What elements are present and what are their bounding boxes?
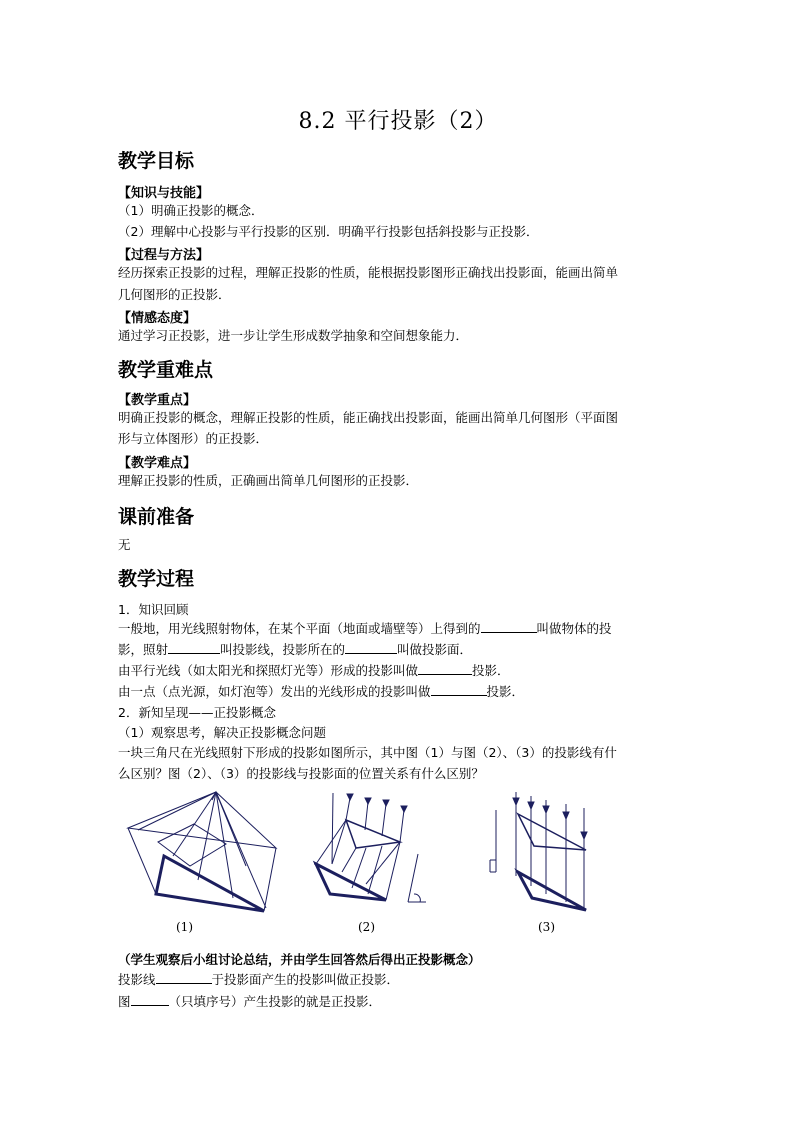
text-f1: 明确正投影的概念，理解正投影的性质，能正确找出投影面，能画出简单几何图形（平面图 xyxy=(118,410,619,425)
text-note: （学生观察后小组讨论总结，并由学生回答然后得出正投影概念） xyxy=(118,952,481,967)
l4-part-a: 由一点（点光源，如灯泡等）发出的光线形成的投影叫做 xyxy=(118,684,431,699)
text-s1: 1．知识回顾 xyxy=(118,602,189,617)
caption-3: (3) xyxy=(538,920,555,934)
l2-part-c: 叫做投影面． xyxy=(397,642,473,657)
text-l4 xyxy=(118,681,524,702)
l3-part-b: 投影． xyxy=(472,663,510,678)
blank-perpendicular[interactable] xyxy=(156,970,212,984)
text-d1: 理解正投影的性质，正确画出简单几何图形的正投影． xyxy=(118,473,419,488)
text-prep: 无 xyxy=(118,537,131,552)
l1-part-b: 叫做物体的投 xyxy=(536,621,612,636)
text-k1: （1）明确正投影的概念． xyxy=(118,203,264,218)
text-k2: （2）理解中心投影与平行投影的区别．明确平行投影包括斜投影与正投影． xyxy=(118,224,539,239)
figure-orthographic-projection xyxy=(490,792,587,910)
blank-plane[interactable] xyxy=(345,640,397,654)
l1-part-a: 一般地，用光线照射物体，在某个平面（地面或墙壁等）上得到的 xyxy=(118,621,481,636)
heading-key: 教学重难点 xyxy=(118,359,214,381)
a2-part-a: 图 xyxy=(118,994,131,1009)
text-l1 xyxy=(118,618,612,639)
heading-prep: 课前准备 xyxy=(118,506,195,528)
l3-part-a: 由平行光线（如太阳光和探照灯光等）形成的投影叫做 xyxy=(118,663,419,678)
heading-goals: 教学目标 xyxy=(118,150,195,172)
figure-oblique-projection xyxy=(314,793,426,902)
figure-central-projection xyxy=(128,792,276,911)
l2-part-a: 影，照射 xyxy=(118,642,169,657)
text-l3 xyxy=(118,660,510,681)
text-q1: 一块三角尺在光线照射下形成的投影如图所示，其中图（1）与图（2）、（3）的投影线有什 xyxy=(118,745,617,760)
page-title: 8.2 平行投影（2） xyxy=(298,109,498,134)
l4-part-b: 投影． xyxy=(486,684,525,699)
caption-1: (1) xyxy=(176,920,193,934)
blank-figure-number[interactable] xyxy=(131,992,169,1006)
label-attitude: 【情感态度】 xyxy=(118,311,197,326)
a2-part-b: （只填序号）产生投影的就是正投影． xyxy=(168,994,382,1009)
blank-light[interactable] xyxy=(168,640,220,654)
text-f2: 形与立体图形）的正投影． xyxy=(118,431,269,446)
caption-2: (2) xyxy=(358,920,375,934)
blank-central[interactable] xyxy=(431,682,487,696)
a1-part-a: 投影线 xyxy=(118,972,156,987)
text-e1: 通过学习正投影，进一步让学生形成数学抽象和空间想象能力． xyxy=(118,328,469,343)
text-a1 xyxy=(118,969,399,990)
text-q2: 么区别？图（2）、（3）的投影线与投影面的位置关系有什么区别？ xyxy=(118,766,484,781)
blank-parallel[interactable] xyxy=(418,661,472,675)
l2-part-b: 叫投影线，投影所在的 xyxy=(220,642,346,657)
text-s2: 2．新知呈现——正投影概念 xyxy=(118,705,276,720)
a1-part-b: 于投影面产生的投影叫做正投影． xyxy=(211,972,400,987)
text-p1: 经历探索正投影的过程，理解正投影的性质，能根据投影图形正确找出投影面，能画出简单 xyxy=(118,265,619,280)
text-s2a: （1）观察思考，解决正投影概念问题 xyxy=(118,725,326,740)
text-p2: 几何图形的正投影． xyxy=(118,287,231,302)
heading-process: 教学过程 xyxy=(118,568,195,590)
label-focus: 【教学重点】 xyxy=(118,393,197,408)
blank-projection[interactable] xyxy=(481,619,537,633)
label-difficulty: 【教学难点】 xyxy=(118,456,197,471)
text-l2 xyxy=(118,639,472,660)
projection-figures xyxy=(118,790,678,920)
text-a2 xyxy=(118,991,381,1012)
label-knowledge: 【知识与技能】 xyxy=(118,186,210,201)
label-process-method: 【过程与方法】 xyxy=(118,248,210,263)
